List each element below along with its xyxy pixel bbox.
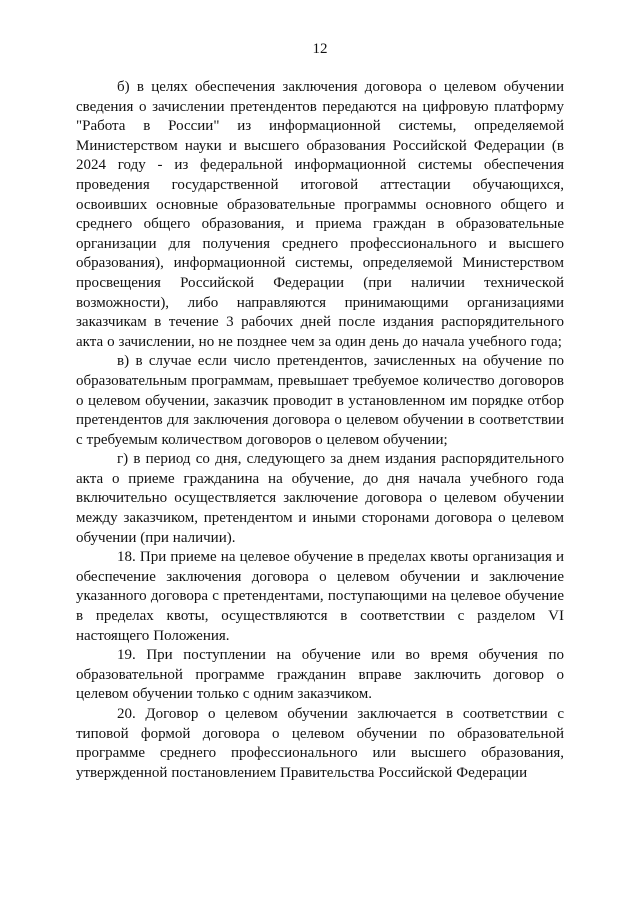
- paragraph-18: 18. При приеме на целевое обучение в пределах квоты организация и обеспечение заключения договора о целевом обучении и заключение указанного договора с претендентами, поступающими на целевое обучение в пределах квоты, осуществляются в соответствии с разделом VI настоящего Положения.: [76, 549, 564, 644]
- paragraph-v: в) в случае если число претендентов, зачисленных на обучение по образовательным программам, превышает требуемое количество договоров о целевом обучении, заказчик проводит в установленном им порядке отбор претендентов для заключения договора о целевом обучении в соответствии с требуемым количеством договоров о целевом обучении;: [76, 353, 564, 448]
- paragraph-b: б) в целях обеспечения заключения договора о целевом обучении сведения о зачислении претендентов передаются на цифровую платформу "Работа в России" из информационной системы, определяемой Министерством науки и высшего образования Российской Федерации (в 2024 году - из федеральной информационной системы обеспечения проведения государственной итоговой аттестации обучающихся, освоивших основные образовательные программы основного общего и среднего общего образования, и приема граждан в образовательные организации для получения среднего профессионального и высшего образования), информационной системы, определяемой Министерством просвещения Российской Федерации (при наличии технической возможности), либо направляются принимающими организациями заказчикам в течение 3 рабочих дней после издания распорядительного акта о зачислении, но не позднее чем за один день до начала учебного года;: [76, 79, 564, 350]
- paragraph-g: г) в период со дня, следующего за днем издания распорядительного акта о приеме гражданина на обучение, до дня начала учебного года включительно осуществляется заключение договора о целевом обучении между заказчиком, претендентом и иными сторонами договора о целевом обучении (при наличии).: [76, 451, 564, 546]
- paragraph-19: 19. При поступлении на обучение или во время обучения по образовательной программе гражданин вправе заключить договор о целевом обучении только с одним заказчиком.: [76, 647, 564, 703]
- document-body: [76, 78, 564, 783]
- paragraph-20: 20. Договор о целевом обучении заключается в соответствии с типовой формой договора о целевом обучении по образовательной программе среднего профессионального или высшего образования, утвержденной постановлением Правительства Российской Федерации: [76, 706, 564, 781]
- page-number: 12: [312, 41, 328, 57]
